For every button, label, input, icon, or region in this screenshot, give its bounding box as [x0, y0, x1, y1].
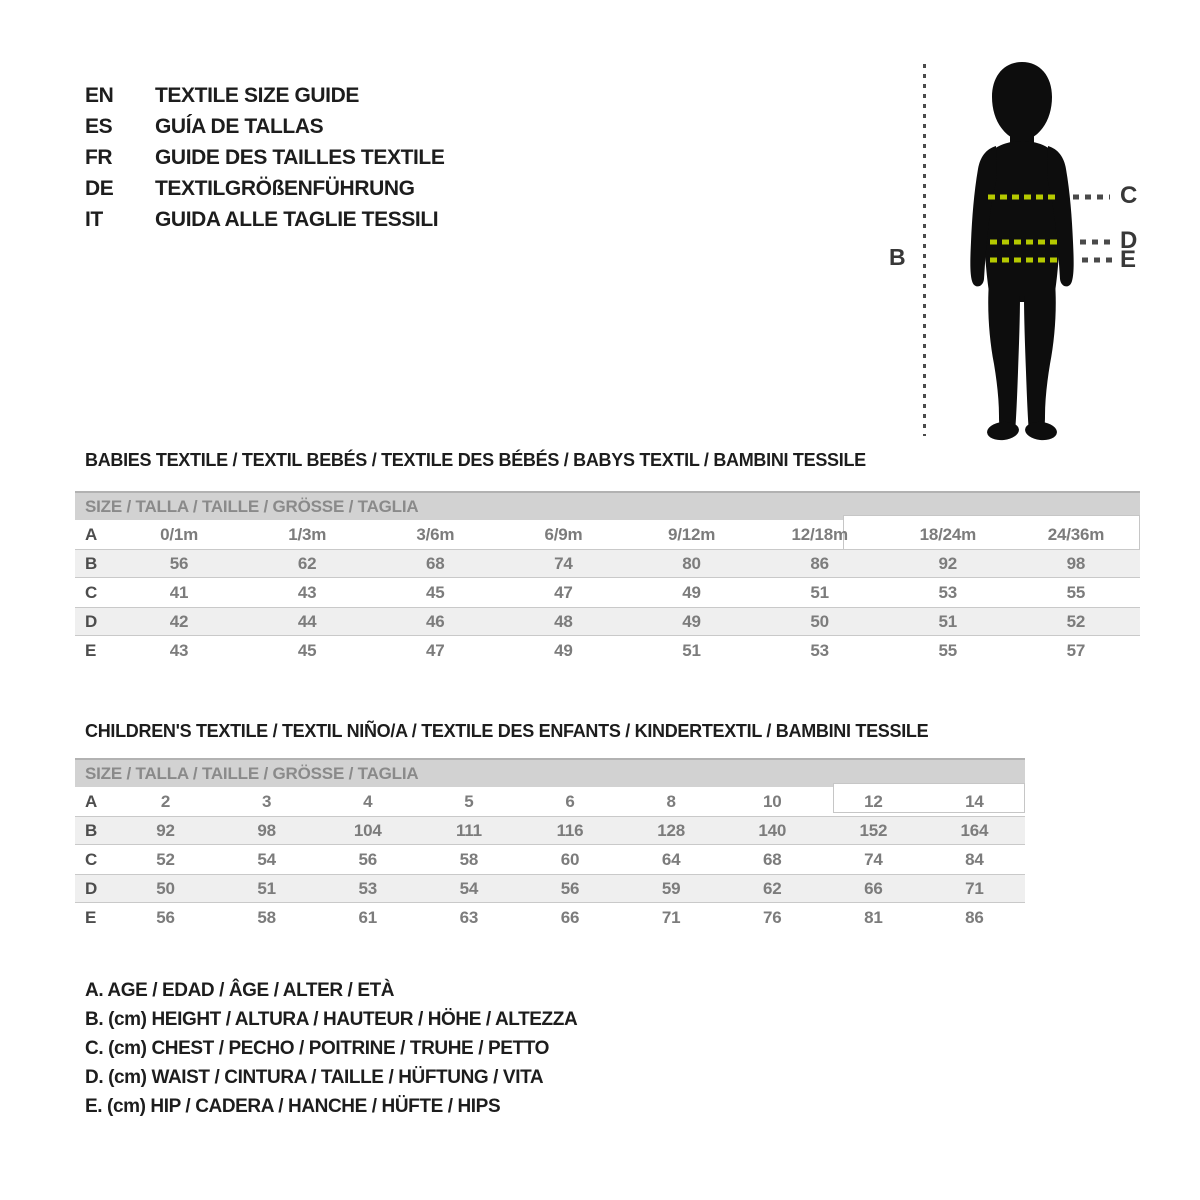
size-value-cell: 8 [666, 791, 676, 811]
size-value-cell: 74 [864, 849, 883, 869]
size-value-cell: 51 [257, 878, 276, 898]
size-value-cell: 80 [682, 553, 701, 573]
size-value-cell: 3/6m [416, 524, 455, 544]
lang-row-fr [85, 142, 444, 173]
lang-code: IT [85, 207, 103, 231]
language-title-list [85, 80, 444, 235]
size-value-cell: 51 [682, 640, 701, 660]
size-value-cell: 49 [554, 640, 573, 660]
lang-title: GUÍA DE TALLAS [155, 114, 324, 138]
height-dotted-line [923, 64, 926, 436]
size-table-row-E [75, 903, 1025, 932]
size-table-row-A [75, 520, 1140, 549]
chest-label: C [1120, 182, 1138, 209]
size-value-cell: 71 [965, 878, 984, 898]
size-value-cell: 43 [169, 640, 189, 660]
size-value-cell: 53 [810, 640, 829, 660]
size-value-cell: 45 [297, 640, 317, 660]
size-table-row-A [75, 787, 1025, 816]
size-value-cell: 24/36m [1047, 524, 1105, 544]
size-value-cell: 52 [156, 849, 175, 869]
size-value-cell: 6 [565, 791, 575, 811]
children-section-title: CHILDREN'S TEXTILE / TEXTIL NIÑO/A / TEXTILE DES ENFANTS / KINDERTEXTIL / BAMBINI TESSILE [85, 721, 929, 741]
size-table-row-D [75, 607, 1140, 636]
size-value-cell: 0/1m [160, 524, 199, 544]
size-value-cell: 53 [938, 582, 958, 602]
size-value-cell: 54 [257, 849, 276, 869]
size-value-cell: 49 [682, 611, 701, 631]
size-value-cell: 58 [459, 849, 479, 869]
lang-title: TEXTILGRÖßENFÜHRUNG [155, 176, 415, 200]
lang-row-it [85, 204, 444, 235]
size-table-header: SIZE / TALLA / TAILLE / GRÖSSE / TAGLIA [75, 491, 1140, 520]
legend-waist: D. (cm) WAIST / CINTURA / TAILLE / HÜFTUNG / VITA [85, 1066, 544, 1088]
height-label: B [889, 244, 906, 270]
size-value-cell: 46 [426, 611, 445, 631]
size-value-cell: 53 [358, 878, 378, 898]
size-value-cell: 86 [965, 907, 984, 927]
size-value-cell: 4 [363, 791, 373, 811]
size-value-cell: 61 [358, 907, 378, 927]
lang-code: EN [85, 83, 114, 107]
babies-section-title: BABIES TEXTILE / TEXTIL BEBÉS / TEXTILE DES BÉBÉS / BABYS TEXTIL / BAMBINI TESSILE [85, 450, 866, 470]
size-value-cell: 62 [297, 553, 317, 573]
row-label: A [85, 791, 98, 811]
waist-label: D [1120, 227, 1138, 254]
size-value-cell: 43 [297, 582, 317, 602]
size-value-cell: 66 [864, 878, 883, 898]
size-value-cell: 18/24m [919, 524, 977, 544]
size-value-cell: 56 [156, 907, 175, 927]
row-label: B [85, 553, 98, 573]
size-value-cell: 164 [960, 820, 989, 840]
size-value-cell: 86 [810, 553, 829, 573]
size-table-row-E [75, 636, 1140, 665]
child-silhouette [940, 50, 1180, 450]
legend-height: B. (cm) HEIGHT / ALTURA / HAUTEUR / HÖHE / ALTEZZA [85, 1008, 578, 1030]
row-label: E [85, 907, 97, 927]
size-value-cell: 55 [1066, 582, 1086, 602]
size-value-cell: 98 [1066, 553, 1086, 573]
legend-chest: C. (cm) CHEST / PECHO / POITRINE / TRUHE / PETTO [85, 1037, 549, 1059]
size-value-cell: 152 [859, 820, 888, 840]
size-value-cell: 51 [938, 611, 958, 631]
size-value-cell: 47 [426, 640, 445, 660]
size-value-cell: 50 [810, 611, 829, 631]
lang-row-de [85, 173, 444, 204]
size-value-cell: 62 [762, 878, 782, 898]
lang-code: DE [85, 176, 114, 200]
size-value-cell: 81 [864, 907, 883, 927]
size-value-cell: 41 [169, 582, 189, 602]
row-label: A [85, 524, 98, 544]
lang-title: TEXTILE SIZE GUIDE [155, 83, 359, 107]
size-value-cell: 5 [464, 791, 474, 811]
row-label: B [85, 820, 98, 840]
size-value-cell: 47 [554, 582, 573, 602]
size-value-cell: 55 [938, 640, 958, 660]
lang-code: FR [85, 145, 113, 169]
size-value-cell: 68 [426, 553, 445, 573]
size-table-row-C [75, 845, 1025, 874]
size-table-row-C [75, 578, 1140, 607]
size-table-body [75, 787, 1025, 932]
size-value-cell: 54 [459, 878, 479, 898]
size-value-cell: 44 [297, 611, 317, 631]
lang-code: ES [85, 114, 113, 138]
size-table-row-B [75, 549, 1140, 578]
size-value-cell: 42 [169, 611, 189, 631]
size-value-cell: 14 [965, 791, 984, 811]
size-value-cell: 10 [762, 791, 782, 811]
row-label: D [85, 611, 98, 631]
silhouette-shapes [970, 62, 1073, 442]
size-value-cell: 45 [426, 582, 445, 602]
size-value-cell: 9/12m [667, 524, 716, 544]
size-value-cell: 51 [810, 582, 829, 602]
lang-title: GUIDE DES TAILLES TEXTILE [155, 145, 445, 169]
size-value-cell: 111 [455, 820, 482, 840]
size-value-cell: 98 [257, 820, 276, 840]
size-value-cell: 48 [554, 611, 573, 631]
size-table-row-B [75, 816, 1025, 845]
size-value-cell: 58 [257, 907, 276, 927]
size-value-cell: 71 [661, 907, 681, 927]
size-value-cell: 1/3m [288, 524, 327, 544]
size-value-cell: 6/9m [544, 524, 583, 544]
hip-label: E [1120, 246, 1137, 273]
row-label: E [85, 640, 97, 660]
size-value-cell: 2 [160, 791, 171, 811]
lang-row-en [85, 80, 444, 111]
size-value-cell: 140 [758, 820, 787, 840]
size-value-cell: 56 [358, 849, 378, 869]
lang-title: GUIDA ALLE TAGLIE TESSILI [155, 207, 439, 231]
size-value-cell: 56 [169, 553, 189, 573]
size-value-cell: 59 [661, 878, 681, 898]
measurement-figure [875, 40, 1200, 460]
row-label: C [85, 582, 98, 602]
size-value-cell: 49 [682, 582, 701, 602]
lang-row-es [85, 111, 444, 142]
size-value-cell: 64 [661, 849, 681, 869]
size-value-cell: 92 [156, 820, 175, 840]
legend-hip: E. (cm) HIP / CADERA / HANCHE / HÜFTE / HIPS [85, 1095, 501, 1117]
size-value-cell: 116 [556, 820, 584, 840]
size-value-cell: 68 [762, 849, 782, 869]
size-value-cell: 60 [560, 849, 580, 869]
size-table-row-D [75, 874, 1025, 903]
size-value-cell: 84 [965, 849, 984, 869]
size-value-cell: 12/18m [791, 524, 848, 544]
size-value-cell: 50 [156, 878, 175, 898]
size-value-cell: 3 [262, 791, 272, 811]
size-value-cell: 57 [1066, 640, 1086, 660]
size-value-cell: 12 [864, 791, 883, 811]
babies-size-table [75, 491, 1140, 665]
size-table-header: SIZE / TALLA / TAILLE / GRÖSSE / TAGLIA [75, 758, 1025, 787]
size-table-body [75, 520, 1140, 665]
size-value-cell: 52 [1066, 611, 1086, 631]
size-value-cell: 104 [353, 820, 382, 840]
row-label: C [85, 849, 98, 869]
children-size-table [75, 758, 1025, 932]
measurement-legend [85, 976, 577, 1121]
size-value-cell: 74 [554, 553, 573, 573]
size-value-cell: 76 [762, 907, 782, 927]
row-label: D [85, 878, 98, 898]
size-value-cell: 128 [657, 820, 685, 840]
size-value-cell: 66 [560, 907, 580, 927]
legend-age: A. AGE / EDAD / ÂGE / ALTER / ETÀ [85, 979, 395, 1001]
size-value-cell: 56 [560, 878, 580, 898]
size-value-cell: 92 [938, 553, 958, 573]
size-value-cell: 63 [459, 907, 479, 927]
